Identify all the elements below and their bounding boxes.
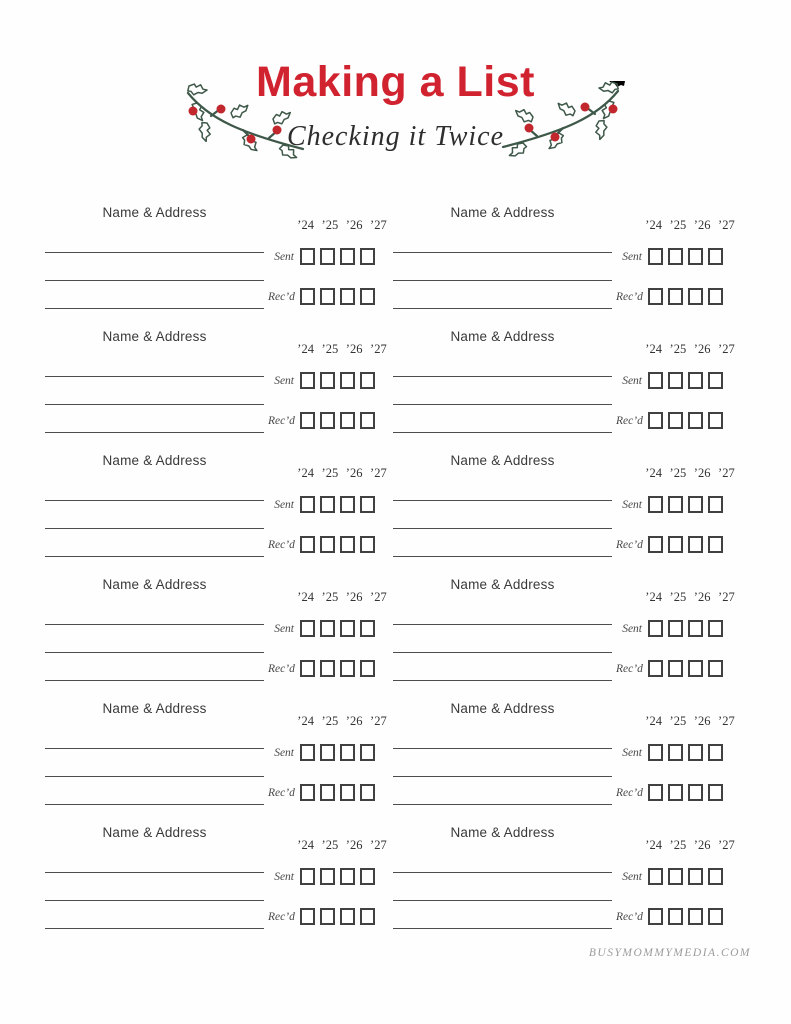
received-checkbox-26[interactable]: [688, 660, 703, 677]
received-checkbox-26[interactable]: [340, 908, 355, 925]
year-label-27: ’27: [370, 838, 387, 852]
year-label-26: ’26: [693, 590, 711, 604]
sent-row: [616, 620, 725, 637]
received-checkbox-26[interactable]: [340, 536, 355, 553]
year-label-26: ’26: [345, 838, 363, 852]
received-row: [268, 660, 377, 677]
name-address-label: Name & Address: [450, 701, 555, 716]
checkbox-area: [616, 453, 736, 577]
year-labels: [644, 342, 736, 357]
card-entry-block: [45, 205, 388, 329]
sent-checkbox-26[interactable]: [688, 744, 703, 761]
address-line-3[interactable]: [45, 680, 264, 681]
sent-checkbox-27[interactable]: [708, 248, 723, 265]
checkbox-area: [616, 577, 736, 701]
sent-row: [268, 620, 377, 637]
sent-checkbox-24[interactable]: [300, 620, 315, 637]
year-label-25: ’25: [321, 342, 339, 356]
received-label: Rec’d: [268, 414, 295, 427]
sent-checkbox-24[interactable]: [300, 496, 315, 513]
sent-row: [616, 496, 725, 513]
address-line-1[interactable]: [45, 376, 264, 377]
year-label-27: ’27: [370, 714, 387, 728]
received-label: Rec’d: [616, 290, 643, 303]
sent-checkbox-24[interactable]: [648, 496, 663, 513]
received-label: Rec’d: [268, 910, 295, 923]
card-entry-block: [393, 577, 736, 701]
year-labels: [296, 714, 388, 729]
sent-checkbox-26[interactable]: [688, 372, 703, 389]
year-labels: [644, 838, 736, 853]
checkbox-area: [616, 825, 736, 949]
year-labels: [296, 590, 388, 605]
checkbox-area: [268, 453, 388, 577]
sent-checkbox-24[interactable]: [648, 868, 663, 885]
year-label-24: ’24: [297, 714, 314, 728]
received-checkbox-25[interactable]: [320, 288, 335, 305]
address-line-2[interactable]: [45, 652, 264, 653]
received-checkbox-24[interactable]: [300, 660, 315, 677]
year-label-26: ’26: [693, 218, 711, 232]
sent-checkbox-26[interactable]: [688, 868, 703, 885]
card-entry-block: [45, 577, 388, 701]
received-row: [616, 784, 725, 801]
sent-checkbox-25[interactable]: [320, 744, 335, 761]
sent-checkbox-25[interactable]: [320, 496, 335, 513]
address-line-3[interactable]: [393, 556, 612, 557]
year-label-25: ’25: [669, 590, 687, 604]
sent-checkbox-26[interactable]: [688, 248, 703, 265]
year-label-27: ’27: [718, 218, 735, 232]
sent-checkbox-27[interactable]: [708, 620, 723, 637]
received-checkbox-26[interactable]: [688, 908, 703, 925]
received-checkbox-26[interactable]: [688, 412, 703, 429]
received-checkbox-27[interactable]: [360, 908, 375, 925]
sent-checkbox-24[interactable]: [300, 372, 315, 389]
card-entry-block: [45, 329, 388, 453]
year-labels: [296, 218, 388, 233]
sent-checkbox-27[interactable]: [708, 868, 723, 885]
address-line-2[interactable]: [45, 280, 264, 281]
received-checkbox-27[interactable]: [360, 536, 375, 553]
checkbox-area: [268, 329, 388, 453]
sent-label: Sent: [274, 498, 294, 511]
sent-checkbox-25[interactable]: [320, 248, 335, 265]
received-checkbox-26[interactable]: [688, 784, 703, 801]
year-label-24: ’24: [297, 838, 314, 852]
sent-row: [616, 744, 725, 761]
sent-label: Sent: [622, 870, 642, 883]
received-checkbox-25[interactable]: [320, 412, 335, 429]
received-checkbox-24[interactable]: [648, 660, 663, 677]
sent-label: Sent: [622, 746, 642, 759]
received-label: Rec’d: [268, 662, 295, 675]
received-row: [268, 908, 377, 925]
address-line-2[interactable]: [393, 404, 612, 405]
received-checkbox-26[interactable]: [340, 412, 355, 429]
address-line-2[interactable]: [45, 900, 264, 901]
address-line-1[interactable]: [393, 748, 612, 749]
year-label-27: ’27: [370, 590, 387, 604]
year-label-27: ’27: [718, 590, 735, 604]
received-row: [616, 536, 725, 553]
sent-checkbox-27[interactable]: [360, 496, 375, 513]
address-line-2[interactable]: [45, 528, 264, 529]
address-line-1[interactable]: [45, 872, 264, 873]
sent-checkbox-24[interactable]: [648, 372, 663, 389]
address-line-1[interactable]: [393, 252, 612, 253]
address-line-3[interactable]: [393, 680, 612, 681]
name-address-label: Name & Address: [450, 205, 555, 220]
address-line-3[interactable]: [393, 308, 612, 309]
year-label-24: ’24: [645, 838, 662, 852]
sent-checkbox-24[interactable]: [300, 744, 315, 761]
sent-label: Sent: [274, 870, 294, 883]
sent-checkbox-27[interactable]: [708, 744, 723, 761]
page-subtitle: Checking it Twice: [286, 121, 505, 152]
received-row: [268, 536, 377, 553]
received-label: Rec’d: [616, 538, 643, 551]
year-label-24: ’24: [297, 342, 314, 356]
checkbox-area: [268, 205, 388, 329]
received-checkbox-27[interactable]: [708, 784, 723, 801]
year-label-26: ’26: [345, 466, 363, 480]
address-line-3[interactable]: [45, 308, 264, 309]
year-label-26: ’26: [345, 342, 363, 356]
sent-label: Sent: [274, 746, 294, 759]
address-line-2[interactable]: [45, 776, 264, 777]
sent-checkbox-27[interactable]: [360, 620, 375, 637]
sent-checkbox-25[interactable]: [320, 868, 335, 885]
address-line-3[interactable]: [45, 432, 264, 433]
year-label-27: ’27: [718, 838, 735, 852]
sent-row: [616, 372, 725, 389]
sent-checkbox-27[interactable]: [360, 868, 375, 885]
sent-checkbox-27[interactable]: [708, 496, 723, 513]
sent-checkbox-27[interactable]: [360, 372, 375, 389]
year-label-26: ’26: [693, 714, 711, 728]
sent-checkbox-25[interactable]: [668, 868, 683, 885]
year-label-25: ’25: [669, 466, 687, 480]
year-labels: [644, 714, 736, 729]
address-line-2[interactable]: [45, 404, 264, 405]
name-address-label: Name & Address: [102, 329, 207, 344]
address-line-1[interactable]: [393, 376, 612, 377]
address-line-2[interactable]: [393, 900, 612, 901]
year-label-26: ’26: [693, 342, 711, 356]
received-label: Rec’d: [616, 662, 643, 675]
year-label-27: ’27: [370, 218, 387, 232]
received-checkbox-26[interactable]: [340, 288, 355, 305]
year-labels: [296, 342, 388, 357]
year-label-25: ’25: [669, 714, 687, 728]
received-label: Rec’d: [268, 538, 295, 551]
sent-checkbox-24[interactable]: [648, 248, 663, 265]
year-label-25: ’25: [669, 838, 687, 852]
address-line-2[interactable]: [393, 652, 612, 653]
sent-checkbox-25[interactable]: [668, 248, 683, 265]
sent-checkbox-26[interactable]: [340, 620, 355, 637]
card-entry-block: [45, 701, 388, 825]
address-line-3[interactable]: [45, 928, 264, 929]
sent-row: [268, 496, 377, 513]
received-checkbox-27[interactable]: [360, 784, 375, 801]
received-checkbox-26[interactable]: [340, 660, 355, 677]
name-address-label: Name & Address: [102, 205, 207, 220]
received-checkbox-24[interactable]: [300, 908, 315, 925]
year-label-27: ’27: [718, 342, 735, 356]
sent-row: [616, 248, 725, 265]
sent-label: Sent: [622, 498, 642, 511]
sent-checkbox-27[interactable]: [708, 372, 723, 389]
checkbox-area: [616, 701, 736, 825]
year-label-25: ’25: [321, 590, 339, 604]
received-checkbox-27[interactable]: [708, 288, 723, 305]
sent-checkbox-25[interactable]: [668, 496, 683, 513]
sent-checkbox-26[interactable]: [688, 496, 703, 513]
sent-label: Sent: [274, 250, 294, 263]
year-label-24: ’24: [297, 218, 314, 232]
received-checkbox-24[interactable]: [648, 288, 663, 305]
year-label-26: ’26: [345, 218, 363, 232]
card-entry-block: [393, 329, 736, 453]
year-labels: [644, 590, 736, 605]
sent-row: [268, 248, 377, 265]
address-line-3[interactable]: [45, 556, 264, 557]
received-checkbox-25[interactable]: [320, 784, 335, 801]
year-label-25: ’25: [669, 218, 687, 232]
received-row: [616, 288, 725, 305]
checkbox-area: [268, 577, 388, 701]
year-label-26: ’26: [345, 590, 363, 604]
received-checkbox-24[interactable]: [648, 412, 663, 429]
received-checkbox-24[interactable]: [300, 536, 315, 553]
year-label-25: ’25: [669, 342, 687, 356]
address-line-1[interactable]: [45, 252, 264, 253]
received-checkbox-27[interactable]: [360, 288, 375, 305]
sent-row: [268, 744, 377, 761]
received-label: Rec’d: [616, 414, 643, 427]
sent-label: Sent: [274, 622, 294, 635]
received-checkbox-24[interactable]: [648, 908, 663, 925]
name-address-label: Name & Address: [102, 701, 207, 716]
received-checkbox-27[interactable]: [708, 536, 723, 553]
sent-checkbox-26[interactable]: [340, 744, 355, 761]
received-checkbox-26[interactable]: [688, 288, 703, 305]
name-address-label: Name & Address: [102, 577, 207, 592]
sent-checkbox-24[interactable]: [648, 744, 663, 761]
card-entry-block: [45, 825, 388, 949]
year-label-24: ’24: [645, 590, 662, 604]
year-label-24: ’24: [645, 466, 662, 480]
received-checkbox-24[interactable]: [648, 536, 663, 553]
year-label-24: ’24: [297, 466, 314, 480]
name-address-label: Name & Address: [450, 577, 555, 592]
holly-branch-right-icon: [497, 81, 625, 165]
name-address-label: Name & Address: [102, 825, 207, 840]
received-checkbox-25[interactable]: [668, 908, 683, 925]
received-row: [616, 412, 725, 429]
address-line-1[interactable]: [393, 624, 612, 625]
year-labels: [296, 466, 388, 481]
year-label-25: ’25: [321, 466, 339, 480]
page-title: Making a List: [256, 58, 535, 106]
received-label: Rec’d: [616, 786, 643, 799]
sent-row: [268, 868, 377, 885]
sent-checkbox-24[interactable]: [648, 620, 663, 637]
received-label: Rec’d: [616, 910, 643, 923]
received-checkbox-26[interactable]: [340, 784, 355, 801]
received-row: [268, 412, 377, 429]
address-line-3[interactable]: [393, 928, 612, 929]
year-label-26: ’26: [693, 466, 711, 480]
card-grid: [45, 205, 736, 949]
received-checkbox-27[interactable]: [360, 412, 375, 429]
year-label-24: ’24: [297, 590, 314, 604]
received-checkbox-25[interactable]: [668, 660, 683, 677]
card-entry-block: [393, 205, 736, 329]
address-line-1[interactable]: [45, 500, 264, 501]
year-label-24: ’24: [645, 218, 662, 232]
year-labels: [296, 838, 388, 853]
sent-checkbox-26[interactable]: [340, 248, 355, 265]
received-checkbox-25[interactable]: [320, 536, 335, 553]
received-row: [616, 908, 725, 925]
sent-checkbox-25[interactable]: [668, 744, 683, 761]
address-line-2[interactable]: [393, 528, 612, 529]
sent-checkbox-26[interactable]: [340, 372, 355, 389]
checkbox-area: [268, 701, 388, 825]
sent-label: Sent: [622, 622, 642, 635]
year-label-25: ’25: [321, 714, 339, 728]
sent-checkbox-25[interactable]: [668, 372, 683, 389]
year-label-27: ’27: [718, 466, 735, 480]
address-line-1[interactable]: [45, 624, 264, 625]
received-label: Rec’d: [268, 290, 295, 303]
address-line-2[interactable]: [393, 280, 612, 281]
received-row: [268, 288, 377, 305]
year-label-27: ’27: [370, 466, 387, 480]
address-line-2[interactable]: [393, 776, 612, 777]
checkbox-area: [616, 329, 736, 453]
card-entry-block: [45, 453, 388, 577]
sent-checkbox-25[interactable]: [668, 620, 683, 637]
year-label-26: ’26: [345, 714, 363, 728]
received-checkbox-25[interactable]: [320, 908, 335, 925]
checkbox-area: [268, 825, 388, 949]
address-line-3[interactable]: [393, 432, 612, 433]
received-checkbox-24[interactable]: [300, 288, 315, 305]
name-address-label: Name & Address: [450, 825, 555, 840]
sent-checkbox-24[interactable]: [300, 868, 315, 885]
received-checkbox-24[interactable]: [300, 784, 315, 801]
card-entry-block: [393, 825, 736, 949]
name-address-label: Name & Address: [450, 453, 555, 468]
address-line-1[interactable]: [45, 748, 264, 749]
checkbox-area: [616, 205, 736, 329]
name-address-label: Name & Address: [450, 329, 555, 344]
address-line-3[interactable]: [393, 804, 612, 805]
received-checkbox-25[interactable]: [668, 536, 683, 553]
year-labels: [644, 218, 736, 233]
year-label-24: ’24: [645, 342, 662, 356]
year-label-25: ’25: [321, 838, 339, 852]
sent-label: Sent: [622, 374, 642, 387]
footer-website: BUSYMOMMYMEDIA.COM: [588, 947, 751, 959]
received-checkbox-24[interactable]: [648, 784, 663, 801]
card-entry-block: [393, 701, 736, 825]
sent-checkbox-26[interactable]: [340, 868, 355, 885]
year-label-27: ’27: [370, 342, 387, 356]
sent-label: Sent: [274, 374, 294, 387]
sent-checkbox-25[interactable]: [320, 372, 335, 389]
year-labels: [644, 466, 736, 481]
year-label-26: ’26: [693, 838, 711, 852]
year-label-25: ’25: [321, 218, 339, 232]
sent-checkbox-26[interactable]: [688, 620, 703, 637]
sent-checkbox-24[interactable]: [300, 248, 315, 265]
sent-checkbox-26[interactable]: [340, 496, 355, 513]
received-row: [268, 784, 377, 801]
address-line-3[interactable]: [45, 804, 264, 805]
received-checkbox-27[interactable]: [708, 412, 723, 429]
received-checkbox-25[interactable]: [668, 784, 683, 801]
sent-checkbox-27[interactable]: [360, 744, 375, 761]
received-checkbox-25[interactable]: [668, 412, 683, 429]
year-label-27: ’27: [718, 714, 735, 728]
received-label: Rec’d: [268, 786, 295, 799]
address-line-1[interactable]: [393, 872, 612, 873]
year-label-24: ’24: [645, 714, 662, 728]
received-checkbox-26[interactable]: [688, 536, 703, 553]
sent-checkbox-27[interactable]: [360, 248, 375, 265]
sent-label: Sent: [622, 250, 642, 263]
received-checkbox-27[interactable]: [708, 908, 723, 925]
sent-row: [268, 372, 377, 389]
name-address-label: Name & Address: [102, 453, 207, 468]
sent-checkbox-25[interactable]: [320, 620, 335, 637]
received-checkbox-25[interactable]: [668, 288, 683, 305]
received-row: [616, 660, 725, 677]
received-checkbox-27[interactable]: [360, 660, 375, 677]
received-checkbox-27[interactable]: [708, 660, 723, 677]
card-entry-block: [393, 453, 736, 577]
received-checkbox-25[interactable]: [320, 660, 335, 677]
received-checkbox-24[interactable]: [300, 412, 315, 429]
address-line-1[interactable]: [393, 500, 612, 501]
sent-row: [616, 868, 725, 885]
